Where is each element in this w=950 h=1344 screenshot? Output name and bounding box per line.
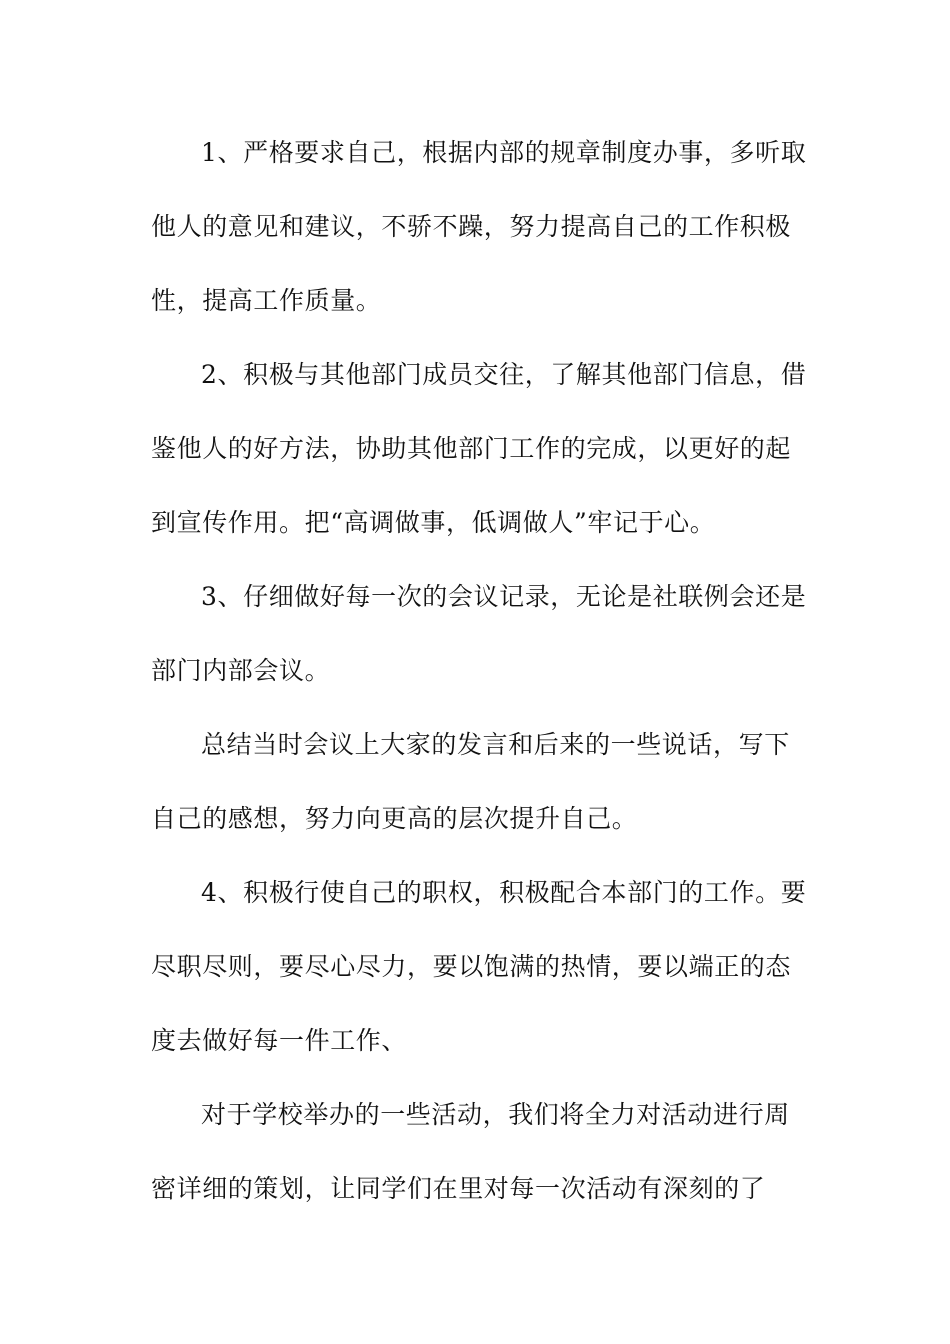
paragraph-line: 对于学校举办的一些活动，我们将全力对活动进行周 — [201, 1100, 790, 1129]
paragraph-line: 自己的感想，努力向更高的层次提升自己。 — [151, 804, 638, 833]
paragraph-6 — [151, 1078, 803, 1226]
paragraph-line: 鉴他人的好方法，协助其他部门工作的完成，以更好的起 — [151, 434, 792, 463]
paragraph-2 — [151, 338, 807, 560]
paragraph-line: 总结当时会议上大家的发言和后来的一些说话，写下 — [201, 730, 790, 759]
paragraph-3 — [151, 560, 807, 708]
paragraph-line: 到宣传作用。把“高调做事，低调做人”牢记于心。 — [151, 508, 716, 537]
paragraph-line: 4、积极行使自己的职权，积极配合本部门的工作。要 — [201, 878, 807, 907]
paragraph-5 — [151, 856, 807, 1078]
paragraph-line: 3、仔细做好每一次的会议记录，无论是社联例会还是 — [201, 582, 807, 611]
paragraph-line: 他人的意见和建议，不骄不躁，努力提高自己的工作积极 — [151, 212, 792, 241]
paragraph-line: 性，提高工作质量。 — [151, 286, 382, 315]
paragraph-line: 2、积极与其他部门成员交往，了解其他部门信息，借 — [201, 360, 807, 389]
document-body — [151, 116, 807, 1226]
paragraph-line: 部门内部会议。 — [151, 656, 331, 685]
paragraph-line: 密详细的策划，让同学们在里对每一次活动有深刻的了 — [151, 1174, 766, 1203]
paragraph-1 — [151, 116, 807, 338]
paragraph-line: 尽职尽则，要尽心尽力，要以饱满的热情，要以端正的态 — [151, 952, 792, 981]
paragraph-4 — [151, 708, 803, 856]
paragraph-line: 度去做好每一件工作、 — [151, 1026, 408, 1055]
paragraph-line: 1、严格要求自己，根据内部的规章制度办事，多听取 — [201, 138, 807, 167]
